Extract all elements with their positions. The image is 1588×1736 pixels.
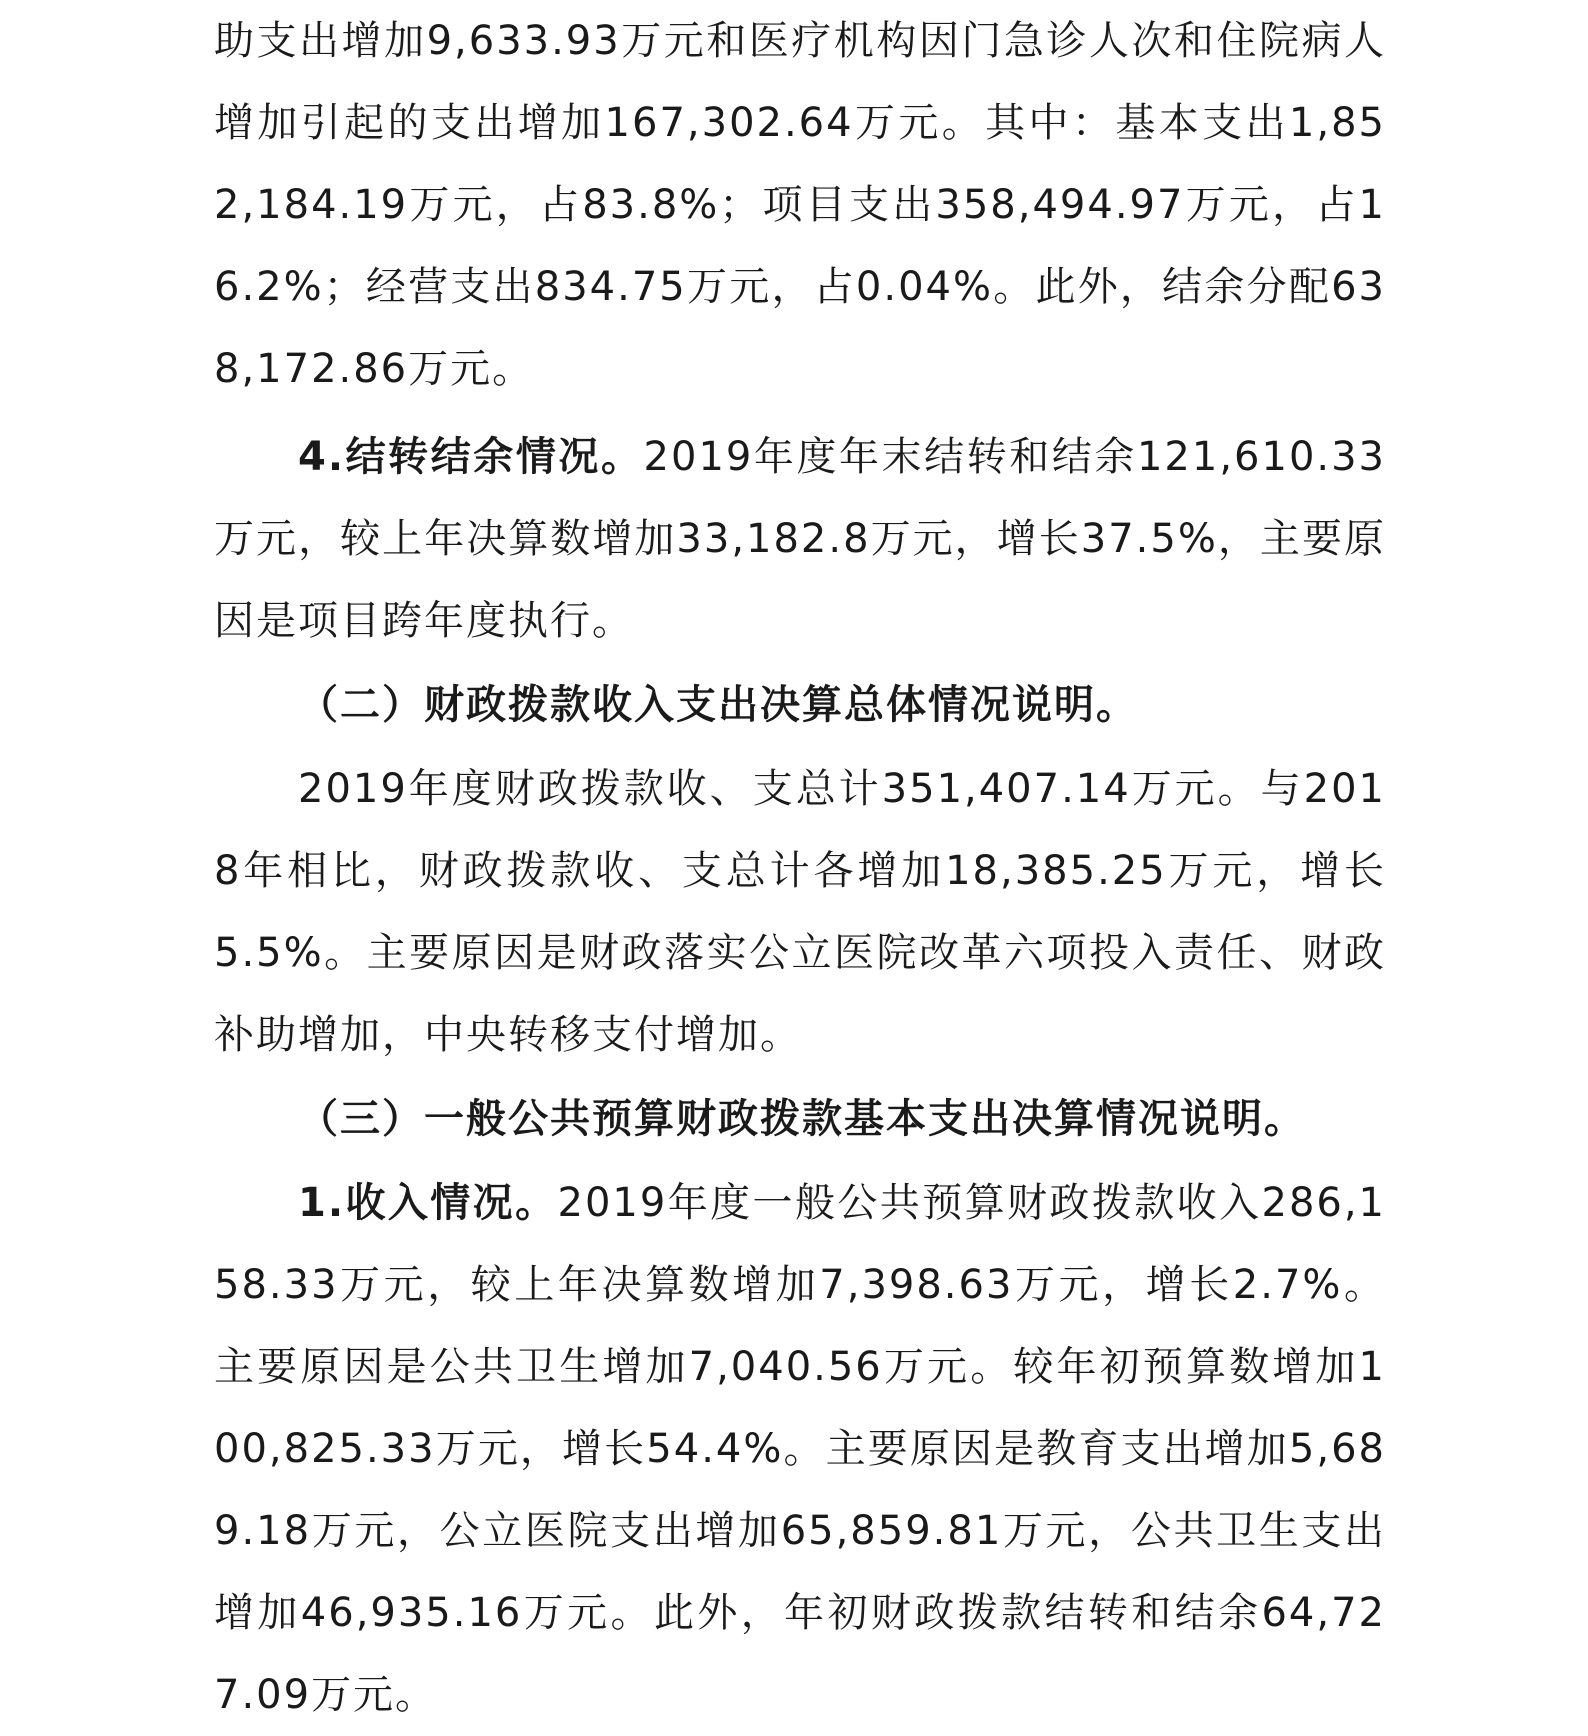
paragraph-text: 助支出增加9,633.93万元和医疗机构因门急诊人次和住院病人增加引起的支出增加167,302.64万元。其中：基本支出1,852,184.19万元，占83.8%；项目支出358,494.97万元，占16.2%；经营支出834.75万元，占0.04%。此外，结余分配638,172.86万元。 — [214, 18, 1386, 392]
heading-text: （三）一般公共预算财政拨款基本支出决算情况说明。 — [298, 1096, 1306, 1142]
paragraph-text: 2019年度年末结转和结余121,610.33万元，较上年决算数增加33,182.8万元，增长37.5%，主要原因是项目跨年度执行。 — [214, 434, 1387, 644]
section-heading — [214, 664, 1386, 746]
heading-text: （二）财政拨款收入支出决算总体情况说明。 — [298, 682, 1138, 728]
paragraph-text: 2019年度财政拨款收、支总计351,407.14万元。与2018年相比，财政拨款收、支总计各增加18,385.25万元，增长5.5%。主要原因是财政落实公立医院改革六项投入责任、财政补助增加，中央转移支付增加。 — [214, 766, 1386, 1058]
body-paragraph — [214, 748, 1386, 1076]
section-lead: 1.收入情况。 — [298, 1180, 558, 1226]
paragraph-text: 2019年度一般公共预算财政拨款收入286,158.33万元，较上年决算数增加7,398.63万元，增长2.7%。主要原因是公共卫生增加7,040.56万元。较年初预算数增加100,825.33万元，增长54.4%。主要原因是教育支出增加5,689.18万元，公立医院支出增加65,859.81万元，公共卫生支出增加46,935.16万元。此外，年初财政拨款结转和结余64,727.09万元。 — [214, 1180, 1387, 1718]
document-page — [214, 0, 1386, 1722]
body-paragraph — [214, 0, 1386, 410]
body-paragraph — [214, 416, 1386, 662]
section-lead: 4.结转结余情况。 — [298, 434, 644, 480]
body-paragraph — [214, 1162, 1386, 1736]
section-heading — [214, 1078, 1386, 1160]
